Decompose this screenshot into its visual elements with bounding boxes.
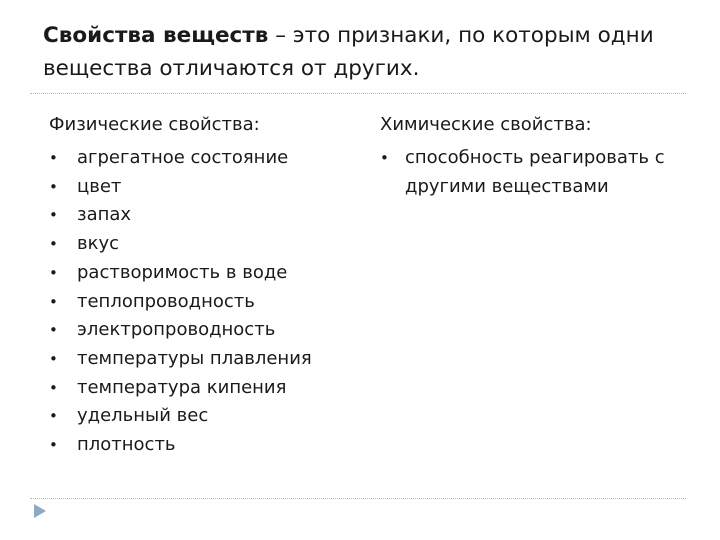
top-divider <box>30 93 686 94</box>
bullet-icon: • <box>49 149 58 167</box>
list-item-label: вкус <box>77 233 120 255</box>
bullet-icon: • <box>49 235 58 254</box>
list-item <box>49 201 312 230</box>
list-item-label: теплопроводность <box>77 290 255 312</box>
bullet-icon: • <box>49 206 58 225</box>
slide-title <box>43 19 693 85</box>
list-item <box>49 144 312 173</box>
bullet-icon: • <box>49 321 58 340</box>
bullet-icon: • <box>49 349 58 368</box>
chemical-properties-list <box>380 144 680 201</box>
bullet-icon: • <box>49 177 58 196</box>
list-item-label: запах <box>77 204 132 226</box>
list-item-label: растворимость в воде <box>77 261 288 283</box>
list-item <box>49 230 312 259</box>
bullet-icon: • <box>380 149 389 167</box>
list-item-label: способность реагировать с другими веществами <box>405 147 665 197</box>
bullet-icon: • <box>49 263 58 282</box>
title-definition: – это признаки, по которым одни вещества отличаются от других. <box>43 23 654 81</box>
chemical-properties-heading: Химические свойства: <box>380 114 592 135</box>
physical-properties-heading: Физические свойства: <box>49 114 260 135</box>
list-item-label: цвет <box>77 175 122 197</box>
list-item-label: агрегатное состояние <box>77 147 289 168</box>
title-term: Свойства веществ <box>43 23 269 48</box>
list-item-label: плотность <box>77 434 176 456</box>
physical-properties-list <box>49 144 312 460</box>
list-item-label: температуры плавления <box>77 347 312 369</box>
bullet-icon: • <box>49 407 58 426</box>
list-item-label: температура кипения <box>77 376 287 398</box>
list-item <box>49 374 312 403</box>
bullet-icon: • <box>49 436 58 455</box>
bullet-icon: • <box>49 292 58 311</box>
list-item <box>380 144 680 201</box>
list-item <box>49 402 312 431</box>
list-item <box>49 259 312 288</box>
list-item <box>49 345 312 374</box>
bottom-divider <box>30 498 686 499</box>
play-arrow-icon[interactable] <box>33 503 47 519</box>
list-item <box>49 431 312 460</box>
list-item-label: удельный вес <box>77 405 209 427</box>
list-item-label: электропроводность <box>77 319 276 341</box>
list-item <box>49 288 312 317</box>
list-item <box>49 316 312 345</box>
list-item <box>49 173 312 202</box>
bullet-icon: • <box>49 378 58 397</box>
